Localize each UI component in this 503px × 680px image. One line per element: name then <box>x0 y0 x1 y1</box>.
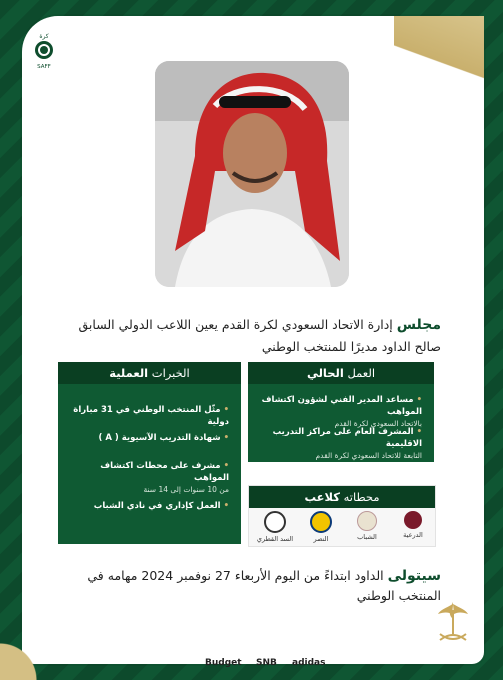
clubs-title-light: محطاته <box>343 490 380 504</box>
palm-swords-emblem-icon <box>436 600 470 648</box>
current-work-item-title: المشرف العام على مراكز التدريب الاقليمية <box>272 427 422 449</box>
club-badge-icon <box>357 511 377 531</box>
sponsor-footer <box>0 656 503 678</box>
club-badge-icon <box>404 511 422 529</box>
bottom-line1: الداود ابتداءً من اليوم الأربعاء 27 نوفمبر 2024 مهامه في <box>87 568 384 583</box>
experience-item: •شهادة التدريب الآسيوية ( A ) <box>98 433 229 443</box>
experience-item-title: مشرف على محطات اكتشاف المواهب <box>100 461 229 483</box>
club-name: النصر <box>313 535 329 543</box>
profile-photo <box>155 61 349 287</box>
current-work-panel <box>248 362 434 462</box>
experience-item: •العمل كإداري في نادي الشباب <box>93 501 229 511</box>
headline-line1: إدارة الاتحاد السعودي لكرة القدم يعين اللاعب الدولي السابق <box>78 317 393 332</box>
club-name: الدرعية <box>403 531 423 539</box>
club-badge-icon <box>264 511 286 533</box>
experience-item: •مثّل المنتخب الوطني في 31 مباراة دولية <box>73 405 229 427</box>
current-work-item: •المشرف العام على مراكز التدريب الاقليمية التابعة للاتحاد السعودي لكرة القدم <box>258 426 422 462</box>
experience-item-title: شهادة التدريب الآسيوية ( A ) <box>98 433 221 443</box>
clubs-title-bold: كلاعب <box>304 490 340 504</box>
experience-item-sub: من 10 سنوات إلى 14 سنة <box>143 485 229 494</box>
player-clubs-panel <box>248 485 436 547</box>
svg-text:ﻛﺮﺓ: ﻛﺮﺓ <box>39 33 49 40</box>
current-work-item-sub: التابعة للاتحاد السعودي لكرة القدم <box>315 451 422 460</box>
current-work-item-title: مساعد المدير الفني لشؤون اكتشاف المواهب <box>261 395 422 417</box>
gold-corner-decoration <box>394 16 484 86</box>
current-work-item: •مساعد المدير الفني لشؤون اكتشاف المواهب بالاتحاد السعودي لكرة القدم <box>258 394 422 430</box>
experience-item: •مشرف على محطات اكتشاف المواهب من 10 سنوات إلى 14 سنة <box>68 460 229 496</box>
current-work-item-sub: بالاتحاد السعودي لكرة القدم <box>334 419 422 428</box>
current-work-title-light: العمل <box>347 366 376 380</box>
budget-logo: Budget <box>205 658 242 668</box>
club-item <box>301 511 341 543</box>
current-work-title-bold: الحالي <box>306 366 344 380</box>
current-work-header <box>248 362 434 384</box>
experience-title-bold: العملية <box>109 366 149 380</box>
snb-logo: SNB <box>256 658 277 668</box>
club-item <box>347 511 387 541</box>
headline-line2: صالح الداود مديرًا للمنتخب الوطني <box>261 339 441 354</box>
bottom-keyword: سيتولى <box>387 568 441 584</box>
club-name: الشباب <box>357 533 377 541</box>
club-name: السد القطري <box>256 535 294 543</box>
headline-keyword: مجلس <box>396 317 441 333</box>
saff-logo-icon <box>31 30 57 72</box>
adidas-logo: adidas <box>292 658 326 668</box>
announcement-headline <box>61 314 441 357</box>
experience-panel <box>58 362 241 544</box>
clubs-header <box>249 486 435 508</box>
bottom-line2: المنتخب الوطني <box>356 588 441 603</box>
start-date-text <box>61 566 441 605</box>
club-item <box>255 511 295 543</box>
experience-item-title: العمل كإداري في نادي الشباب <box>93 501 221 511</box>
experience-header <box>58 362 241 384</box>
experience-item-title: مثّل المنتخب الوطني في 31 مباراة دولية <box>73 405 229 427</box>
experience-title-light: الخبرات <box>151 366 190 380</box>
club-item <box>393 511 433 539</box>
club-badge-icon <box>310 511 332 533</box>
svg-text:SAFF: SAFF <box>37 64 51 70</box>
